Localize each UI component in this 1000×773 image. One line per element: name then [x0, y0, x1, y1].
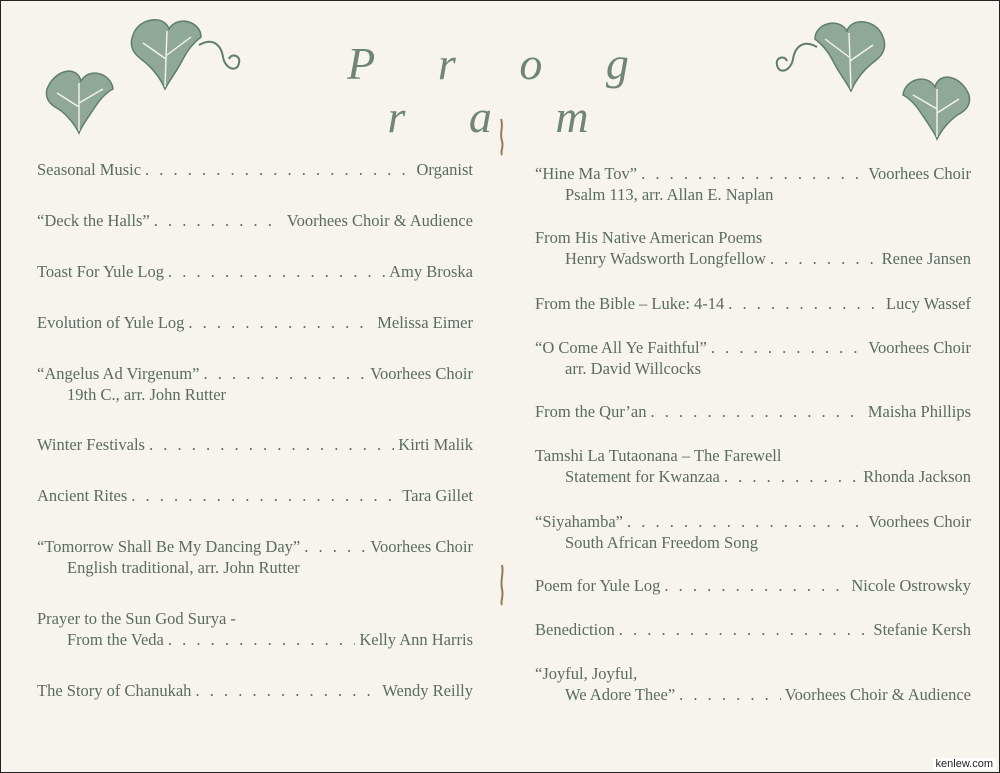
program-item: [37, 536, 473, 578]
item-title: Henry Wadsworth Longfellow: [565, 249, 766, 268]
item-title: From the Bible – Luke: 4-14: [535, 294, 725, 313]
item-subtitle: arr. David Willcocks: [565, 359, 702, 378]
item-title: Benediction: [535, 620, 615, 639]
program-item: [37, 159, 473, 180]
item-performer: Voorhees Choir: [868, 512, 971, 531]
item-title-first-line: Prayer to the Sun God Surya -: [37, 609, 236, 628]
item-performer: Kelly Ann Harris: [359, 630, 473, 649]
item-subtitle: English traditional, arr. John Rutter: [67, 558, 300, 577]
item-title: “O Come All Ye Faithful”: [535, 338, 707, 357]
program-item: [535, 619, 971, 640]
program-item: [535, 293, 971, 314]
item-performer: Voorhees Choir: [868, 164, 971, 183]
item-title-first-line: Tamshi La Tutaonana – The Farewell: [535, 446, 782, 465]
item-title: Winter Festivals: [37, 435, 145, 454]
item-performer: Renee Jansen: [881, 249, 971, 268]
program-item: [37, 680, 473, 701]
program-item: [37, 261, 473, 282]
item-subtitle: South African Freedom Song: [565, 533, 758, 552]
binding-thread-icon-lower: [497, 563, 507, 607]
item-performer: Organist: [416, 160, 473, 179]
item-title: “Tomorrow Shall Be My Dancing Day”: [37, 537, 301, 556]
item-title: “Deck the Halls”: [37, 211, 150, 230]
item-performer: Voorhees Choir & Audience: [286, 211, 473, 230]
item-title: Seasonal Music: [37, 160, 142, 179]
item-title: The Story of Chanukah: [37, 681, 192, 700]
program-item: [37, 434, 473, 455]
item-performer: Amy Broska: [389, 262, 473, 281]
watermark-credit: kenlew.com: [933, 758, 996, 770]
item-title: “Siyahamba”: [535, 512, 623, 531]
item-title: From the Qur’an: [535, 402, 647, 421]
binding-thread-icon: [497, 117, 507, 157]
item-performer: Wendy Reilly: [382, 681, 473, 700]
item-title: Statement for Kwanzaa: [565, 467, 720, 486]
program-item: [535, 663, 971, 705]
item-title: “Hine Ma Tov”: [535, 164, 638, 183]
ivy-leaf-icon-right: [899, 69, 975, 141]
item-title: “Angelus Ad Virgenum”: [37, 364, 200, 383]
item-subtitle: Psalm 113, arr. Allan E. Naplan: [565, 185, 774, 204]
item-performer: Kirti Malik: [398, 435, 473, 454]
ivy-leaf-icon: [41, 63, 117, 135]
item-subtitle: 19th C., arr. John Rutter: [67, 385, 227, 404]
program-item: [535, 163, 971, 205]
program-item: [37, 210, 473, 231]
item-performer: Melissa Eimer: [377, 313, 473, 332]
ivy-branch-icon: [125, 15, 245, 91]
item-title-first-line: From His Native American Poems: [535, 228, 763, 247]
program-item: [535, 227, 971, 269]
item-title-first-line: “Joyful, Joyful,: [535, 664, 638, 683]
item-performer: Voorhees Choir: [868, 338, 971, 357]
item-performer: Tara Gillet: [402, 486, 473, 505]
program-item: [37, 608, 473, 650]
item-performer: Maisha Phillips: [867, 402, 971, 421]
item-performer: Voorhees Choir: [370, 364, 473, 383]
program-item: [37, 312, 473, 333]
item-title: Evolution of Yule Log: [37, 313, 185, 332]
item-performer: Rhonda Jackson: [863, 467, 971, 486]
item-title: Toast For Yule Log: [37, 262, 165, 281]
item-performer: Lucy Wassef: [886, 294, 971, 313]
item-performer: Voorhees Choir & Audience: [784, 685, 971, 704]
page-title: P r o g r a m: [347, 38, 655, 142]
program-item: [535, 401, 971, 422]
item-performer: Nicole Ostrowsky: [851, 576, 971, 595]
program-item: [535, 575, 971, 596]
item-performer: Stefanie Kersh: [873, 620, 971, 639]
item-title: We Adore Thee”: [565, 685, 676, 704]
item-title: From the Veda: [67, 630, 164, 649]
item-title: Poem for Yule Log: [535, 576, 661, 595]
program-item: [37, 363, 473, 405]
program-item: [535, 445, 971, 487]
item-performer: Voorhees Choir: [370, 537, 473, 556]
program-item: [37, 485, 473, 506]
ivy-branch-icon-right: [767, 17, 891, 93]
program-item: [535, 511, 971, 553]
item-title: Ancient Rites: [37, 486, 128, 505]
program-item: [535, 337, 971, 379]
